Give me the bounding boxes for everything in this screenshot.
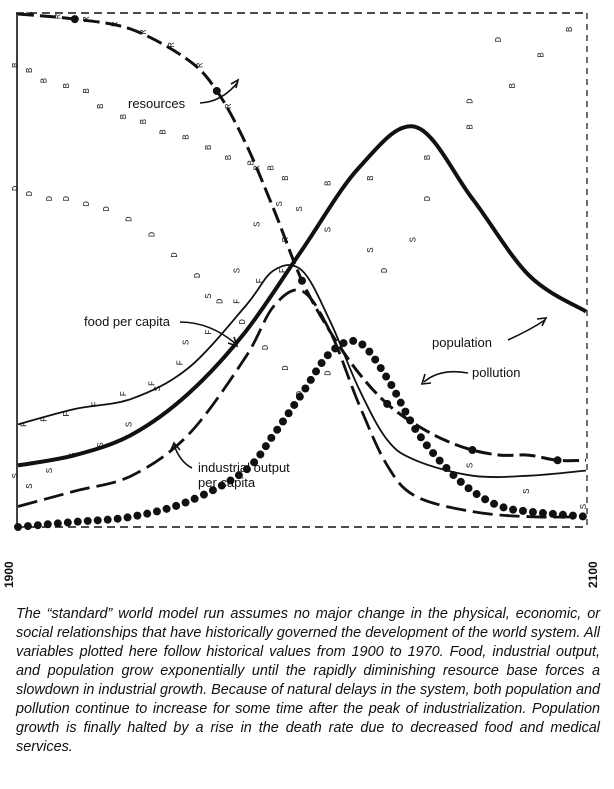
marker-s: S [181,339,192,346]
marker-f: F [118,390,129,397]
marker-f: F [39,416,50,423]
label-population: population [432,335,492,350]
marker-f: F [62,411,73,417]
pollution-arrow [424,372,468,382]
marker-s: S [323,226,334,233]
series-group [18,14,586,527]
marker-d: D [82,201,92,207]
marker-b: B [508,83,518,89]
marker-d: D [493,36,504,43]
marker-s: S [295,206,305,212]
marker-d: D [422,195,433,202]
label-resources: resources [128,96,186,111]
marker-b: B [39,77,50,84]
marker-s: S [204,293,215,299]
marker-f: F [278,267,288,274]
marker-f: F [204,329,215,335]
marker-s: S [366,247,376,253]
marker-f: F [232,298,243,305]
marker-s: S [465,462,476,469]
marker-b: B [246,160,257,166]
label-industrial-output-per-capita: per capita [198,475,256,490]
industrial-arrow [174,445,192,468]
x-tick-2100: 2100 [586,561,600,588]
marker-r: R [138,29,149,35]
marker-s: S [45,467,56,474]
marker-s: S [232,267,243,274]
marker-d: D [101,206,112,212]
resources-dot [213,87,221,95]
marker-b: B [25,67,36,74]
marker-b: B [158,129,169,135]
marker-d: D [280,365,291,371]
marker-d: D [323,370,334,376]
resources-dot [554,456,562,464]
marker-b: B [465,124,476,130]
marker-r: R [110,21,121,28]
marker-s: S [96,442,107,448]
marker-d: D [260,344,271,351]
marker-b: B [564,26,575,33]
marker-f: F [90,401,101,407]
marker-b: B [422,154,433,161]
marker-f: F [175,360,186,366]
marker-b: B [62,83,73,89]
marker-s: S [579,503,589,510]
label-pollution: pollution [472,365,521,380]
resources-dot [468,446,476,454]
marker-s: S [124,421,135,428]
marker-f: F [147,380,158,387]
marker-s: S [522,488,533,494]
marker-d: D [192,272,203,279]
marker-b: B [118,113,129,120]
marker-r: R [53,13,64,20]
marker-s: S [67,452,78,458]
marker-b: B [96,103,107,110]
resources-dot [383,400,391,408]
marker-d: D [124,216,135,222]
marker-d: D [380,267,391,274]
marker-b: B [266,165,277,171]
marker-d: D [465,98,476,104]
series-line-population [18,126,586,465]
marker-d: D [238,319,249,325]
marker-r: R [224,103,234,110]
marker-r: R [25,11,36,17]
figure-caption: The “standard” world model run assumes no major change in the physical, economic, or social relationships that have historically governed the development of the world system. All variables plotted here follow historical values from 1900 to 1970. Food, industrial output, and population grow exponentially until the rapidly diminishing resource base forces a slowdown in industrial growth. Because of natural delays in the system, both population and pollution continue to increase for some time after the peak of industrialization. Population growth is finally halted by a rise in the death rate due to decreased food and medical services. [16,606,600,756]
marker-b: B [323,180,334,187]
marker-b: B [181,134,192,140]
marker-s: S [252,221,263,228]
marker-b: B [204,144,215,151]
marker-s: S [275,201,286,207]
marker-d: D [45,195,56,202]
marker-b: B [224,154,234,161]
resources-dot [71,15,79,23]
marker-d: D [25,190,36,197]
marker-r: R [195,62,206,69]
marker-d: D [147,231,158,238]
marker-b: B [366,175,376,181]
marker-d: D [295,390,305,397]
marker-r: R [252,165,263,171]
marker-s: S [153,385,163,392]
marker-b: B [82,88,92,94]
marker-b: B [138,118,149,125]
label-industrial-output: industrial output [198,460,290,475]
marker-d: D [215,298,226,305]
x-tick-1900: 1900 [2,561,16,588]
marker-s: S [11,472,21,479]
marker-r: R [82,16,92,22]
marker-b: B [280,175,291,181]
marker-s: S [25,483,36,489]
marker-rows [11,11,589,510]
marker-d: D [170,252,180,258]
marker-s: S [408,236,419,243]
marker-r: R [280,236,291,243]
marker-f: F [19,421,30,428]
label-food-per-capita: food per capita [84,314,171,329]
marker-b: B [536,52,547,58]
population-arrow [508,320,545,340]
marker-r: R [167,42,178,48]
marker-b: B [11,62,21,69]
marker-d: D [62,195,73,202]
marker-d: D [11,185,21,192]
resources-dot [298,277,306,285]
marker-f: F [255,278,266,284]
